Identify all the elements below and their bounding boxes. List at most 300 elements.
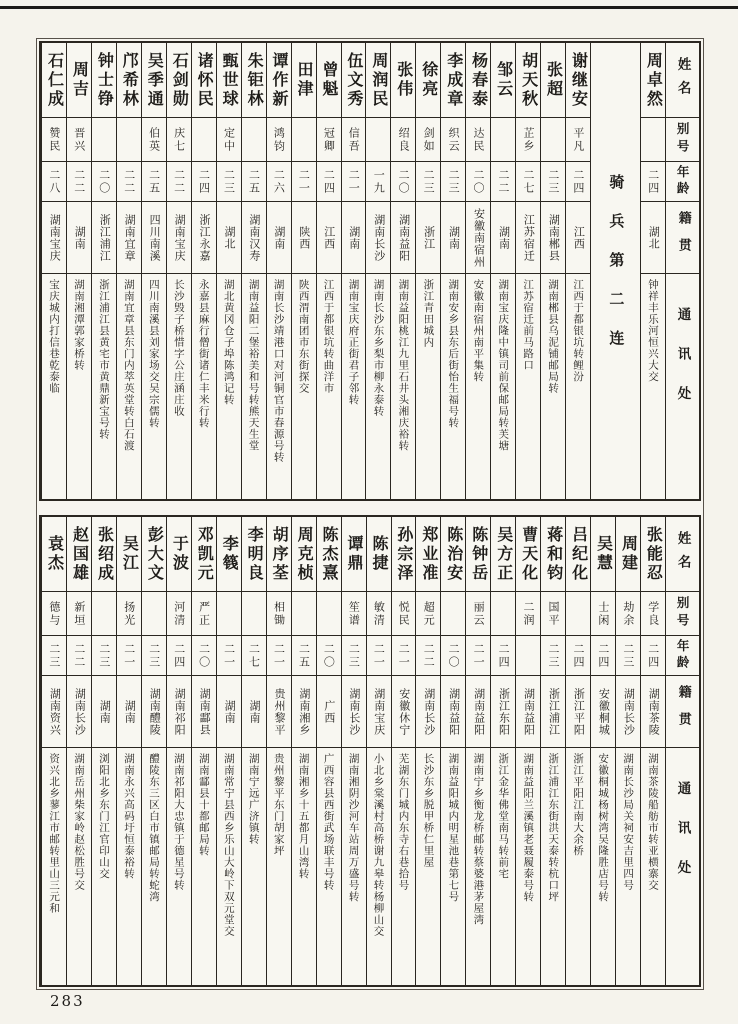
person-address-cell [242, 273, 266, 499]
person-name: 杨春泰 [469, 51, 489, 109]
person-column [266, 43, 291, 499]
person-name: 胡序荃 [270, 525, 290, 583]
person-alias-cell [541, 591, 565, 635]
person-name-cell [142, 43, 166, 117]
person-column [490, 43, 515, 499]
person-address: 资兴北乡蓼江市邮转里山三元和 [48, 753, 61, 914]
person-name: 邹云 [494, 61, 514, 99]
person-name-cell [541, 43, 565, 117]
person-native-place-cell [67, 201, 91, 273]
person-name-cell [491, 43, 515, 117]
person-alias-cell [641, 591, 665, 635]
person-name-cell [242, 517, 266, 591]
person-native-place: 浙江浦江 [547, 687, 561, 736]
person-age-cell [641, 635, 665, 675]
header-name-cell [666, 43, 699, 117]
section-divider-gap [39, 501, 701, 515]
person-age: 二三 [147, 642, 161, 669]
person-column [615, 517, 640, 985]
person-age: 二四 [571, 642, 585, 669]
person-native-place: 湖南 [223, 699, 237, 724]
person-column [565, 517, 590, 985]
person-native-place-cell [142, 675, 166, 747]
person-age: 二一 [472, 642, 486, 669]
person-age: 二三 [347, 642, 361, 669]
person-alias: 士闲 [596, 600, 610, 627]
person-age-cell [67, 635, 91, 675]
person-age-cell [192, 161, 216, 201]
person-address: 贵州黎平东门胡家坪 [272, 753, 285, 857]
person-age: 二七 [521, 168, 535, 195]
person-column [166, 517, 191, 985]
person-native-place-cell [242, 201, 266, 273]
person-age-cell [242, 161, 266, 201]
person-native-place-cell [267, 675, 291, 747]
person-alias-cell [242, 591, 266, 635]
person-address: 湖南长沙东乡梨市柳永泰转 [372, 279, 385, 417]
person-name: 陈捷 [369, 535, 389, 573]
person-age: 二四 [646, 642, 660, 669]
person-native-place-cell [641, 675, 665, 747]
person-age: 二一 [222, 642, 236, 669]
header-column [665, 43, 699, 499]
person-column [540, 517, 565, 985]
person-address: 湖南益阳二堡裕美和号转熊天生堂 [247, 279, 260, 452]
person-native-place: 湖南宝庆 [372, 687, 386, 736]
person-age: 二四 [646, 168, 660, 195]
person-native-place: 浙江 [422, 225, 436, 250]
person-native-place-cell [516, 201, 540, 273]
person-column [66, 517, 91, 985]
person-address: 江苏宿迁前马路口 [522, 279, 535, 371]
person-column [316, 517, 341, 985]
person-age-cell [42, 161, 66, 201]
person-alias-cell [292, 117, 316, 161]
person-age: 二三 [97, 642, 111, 669]
person-name-cell [142, 517, 166, 591]
person-native-place: 湖南汉寿 [247, 213, 261, 262]
person-name-cell [516, 43, 540, 117]
person-alias-cell [42, 591, 66, 635]
person-address: 永嘉县麻行僧街诸仁丰米行转 [197, 279, 210, 429]
person-name: 孙宗泽 [394, 525, 414, 583]
person-name-cell [317, 517, 341, 591]
person-name: 陈治安 [444, 525, 464, 583]
person-native-place-cell [117, 201, 141, 273]
header-age-label: 年龄 [675, 165, 691, 198]
header-alias-cell [666, 591, 699, 635]
person-alias: 庆七 [172, 126, 186, 153]
person-address: 湖南岳州柴家岭赵松胜号交 [73, 753, 86, 891]
person-address: 湖南宝庆隆中镇司前保邮局转芙塘 [497, 279, 510, 452]
person-name-cell [616, 517, 640, 591]
person-column [41, 43, 66, 499]
person-age-cell [142, 635, 166, 675]
person-native-place: 湖南祁阳 [173, 687, 187, 736]
person-age: 二四 [197, 168, 211, 195]
person-name: 周建 [619, 535, 639, 573]
person-name: 于波 [170, 535, 190, 573]
person-age: 二四 [596, 642, 610, 669]
person-age: 二四 [571, 168, 585, 195]
person-column [291, 517, 316, 985]
person-name: 诸怀民 [195, 51, 215, 109]
person-address-cell [342, 273, 366, 499]
person-native-place: 湖南 [73, 225, 87, 250]
person-name: 袁杰 [45, 535, 65, 573]
person-address: 钟祥丰乐河恒兴大交 [647, 279, 660, 383]
person-name-cell [366, 43, 390, 117]
person-name: 周克桢 [295, 525, 315, 583]
person-native-place: 湖南醴陵 [148, 687, 162, 736]
person-alias: 鸿钧 [272, 126, 286, 153]
person-address-cell [117, 747, 141, 985]
person-alias: 剑如 [422, 126, 436, 153]
person-native-place: 湖南资兴 [48, 687, 62, 736]
person-age-cell [491, 161, 515, 201]
person-address-cell [42, 273, 66, 499]
person-address: 湖南益阳兰溪镇老聂履泰号转 [522, 753, 535, 903]
header-address-cell [666, 273, 699, 499]
person-alias-cell [591, 591, 615, 635]
person-alias: 国平 [546, 600, 560, 627]
header-alias-label: 别号 [675, 596, 691, 631]
person-native-place-cell [67, 675, 91, 747]
person-age: 二三 [546, 642, 560, 669]
person-age-cell [92, 161, 116, 201]
person-column [465, 43, 490, 499]
person-name: 周润民 [369, 51, 389, 109]
person-address: 陕西渭南团市东街探交 [297, 279, 310, 394]
person-native-place: 湖南宜章 [123, 213, 137, 262]
person-name-cell [441, 517, 465, 591]
person-age-cell [167, 161, 191, 201]
person-age-cell [267, 635, 291, 675]
person-age-cell [292, 161, 316, 201]
person-native-place: 安徽休宁 [397, 687, 411, 736]
person-name: 张伟 [394, 61, 414, 99]
person-name: 钟士铮 [95, 51, 115, 109]
person-address: 安徽桐城杨树湾吴隆胜店号转 [597, 753, 610, 903]
person-address-cell [192, 273, 216, 499]
person-address-cell [441, 273, 465, 499]
person-native-place-cell [142, 201, 166, 273]
person-age: 二五 [247, 168, 261, 195]
person-alias: 二润 [522, 600, 536, 627]
person-age: 二一 [122, 642, 136, 669]
person-address: 浙江浦江县黄宅市黄鼎新宝号转 [97, 279, 110, 440]
person-address: 江西于都银坑转鲤汾 [572, 279, 585, 383]
person-native-place: 湖北 [222, 225, 236, 250]
person-native-place-cell [491, 675, 515, 747]
person-native-place-cell [466, 201, 490, 273]
person-alias: 达民 [472, 126, 486, 153]
person-native-place: 湖南长沙 [347, 687, 361, 736]
person-address: 湖南宁乡衡龙桥邮转蔡婆港茅屋湾 [472, 753, 485, 926]
person-alias-cell [92, 591, 116, 635]
person-address-cell [541, 747, 565, 985]
person-address-cell [641, 747, 665, 985]
person-native-place-cell [167, 201, 191, 273]
person-address-cell [242, 747, 266, 985]
person-address: 湖南益阳城内明星池巷第七号 [447, 753, 460, 903]
person-age-cell [217, 161, 241, 201]
person-native-place: 江苏宿迁 [522, 213, 536, 262]
person-alias-cell [441, 117, 465, 161]
person-name-cell [192, 43, 216, 117]
person-column [341, 517, 366, 985]
person-address-cell [167, 273, 191, 499]
person-native-place: 湖北 [647, 225, 661, 250]
person-native-place: 湖南酃县 [198, 687, 212, 736]
person-native-place-cell [342, 201, 366, 273]
person-column [515, 517, 540, 985]
header-native-place-cell [666, 201, 699, 273]
person-name-cell [117, 517, 141, 591]
person-age: 二三 [546, 168, 560, 195]
person-column [41, 517, 66, 985]
person-alias-cell [317, 591, 341, 635]
person-alias-cell [217, 591, 241, 635]
person-column [191, 517, 216, 985]
person-address: 长沙东乡脱甲桥仁里屋 [422, 753, 435, 868]
person-address-cell [566, 747, 590, 985]
person-name: 胡天秋 [519, 51, 539, 109]
person-alias-cell [391, 117, 415, 161]
person-native-place: 安徽南宿州 [472, 207, 486, 268]
person-age-cell [217, 635, 241, 675]
person-name-cell [516, 517, 540, 591]
person-address-cell [167, 747, 191, 985]
person-address-cell [541, 273, 565, 499]
person-age-cell [117, 161, 141, 201]
roster-table-top [39, 41, 701, 501]
person-age: 二二 [172, 168, 186, 195]
person-age-cell [392, 635, 416, 675]
header-native-place-cell [666, 675, 699, 747]
person-address: 长沙毁子桥惜字公庄涵庄收 [172, 279, 185, 417]
person-age-cell [466, 635, 490, 675]
person-name-cell [391, 43, 415, 117]
person-name-cell [392, 517, 416, 591]
person-column [266, 517, 291, 985]
person-name: 周卓然 [644, 51, 664, 109]
person-name: 吴方正 [494, 525, 514, 583]
person-address: 湖南安乡县东后街怡生福号转 [447, 279, 460, 429]
person-alias: 相锄 [272, 600, 286, 627]
person-age: 二六 [272, 168, 286, 195]
person-age-cell [342, 635, 366, 675]
person-alias-cell [42, 117, 66, 161]
person-native-place-cell [42, 201, 66, 273]
person-native-place: 湖南长沙 [622, 687, 636, 736]
person-native-place-cell [566, 201, 590, 273]
person-native-place-cell [516, 675, 540, 747]
person-native-place-cell [217, 675, 241, 747]
person-address: 湖南宜章县东门内萃英堂转白石渡 [122, 279, 135, 452]
person-alias: 织云 [447, 126, 461, 153]
person-name: 吴江 [120, 535, 140, 573]
person-column [216, 43, 241, 499]
person-native-place: 湖南益阳 [522, 687, 536, 736]
person-age: 二〇 [397, 168, 411, 195]
person-native-place-cell [292, 675, 316, 747]
person-alias: 学良 [646, 600, 660, 627]
person-age-cell [516, 161, 540, 201]
person-age: 二五 [297, 642, 311, 669]
person-age: 二〇 [197, 642, 211, 669]
header-address-label: 通讯处 [674, 781, 691, 900]
person-age-cell [416, 161, 440, 201]
person-native-place-cell [566, 675, 590, 747]
person-age-cell [466, 161, 490, 201]
person-alias: 新垣 [72, 600, 86, 627]
roster-table-bottom [39, 515, 701, 987]
person-name: 石仁成 [45, 51, 65, 109]
person-column [116, 43, 141, 499]
person-address-cell [641, 273, 665, 499]
person-name-cell [42, 517, 66, 591]
person-alias: 伯英 [147, 126, 161, 153]
person-column [291, 43, 316, 499]
person-age-cell [317, 635, 341, 675]
person-address-cell [616, 747, 640, 985]
person-age: 二四 [172, 642, 186, 669]
person-name-cell [541, 517, 565, 591]
person-name-cell [267, 517, 291, 591]
person-name: 陈钟岳 [469, 525, 489, 583]
person-address: 浙江浦江东街洪天泰转杭口坪 [547, 753, 560, 903]
person-native-place-cell [641, 201, 665, 273]
person-alias-cell [67, 591, 91, 635]
person-age-cell [416, 635, 440, 675]
person-column [366, 517, 391, 985]
person-name-cell [67, 517, 91, 591]
person-address: 湖南益阳桃江九里石井头湘庆裕转 [397, 279, 410, 452]
person-age: 二一 [397, 642, 411, 669]
person-name: 吕纪化 [569, 525, 589, 583]
person-age: 二三 [47, 642, 61, 669]
person-column [640, 43, 665, 499]
person-column [141, 517, 166, 985]
person-native-place-cell [441, 201, 465, 273]
person-address: 安徽南宿州南平集转 [472, 279, 485, 383]
person-address: 湖南宝庆府正街君子邻转 [347, 279, 360, 406]
person-native-place-cell [117, 675, 141, 747]
person-name: 李篯 [220, 535, 240, 573]
person-age-cell [92, 635, 116, 675]
person-column [365, 43, 390, 499]
person-address: 湖南宁远广济镇转 [247, 753, 260, 845]
person-column [66, 43, 91, 499]
person-name-cell [416, 517, 440, 591]
header-name-label: 姓名 [674, 530, 691, 578]
person-address: 浏阳北乡东门江官印山交 [98, 753, 111, 880]
person-address-cell [366, 273, 390, 499]
person-column [391, 517, 416, 985]
person-alias-cell [142, 591, 166, 635]
person-native-place: 湖南 [98, 699, 112, 724]
person-native-place: 湖南 [248, 699, 262, 724]
person-alias: 劫余 [621, 600, 635, 627]
person-age: 二四 [322, 168, 336, 195]
person-alias-cell [167, 591, 191, 635]
person-native-place-cell [42, 675, 66, 747]
person-column [241, 43, 266, 499]
person-age-cell [67, 161, 91, 201]
person-address: 湖南茶陵船舫市转亚横寨交 [647, 753, 660, 891]
person-name-cell [641, 43, 665, 117]
person-native-place: 江西 [322, 225, 336, 250]
person-name: 陈杰熹 [320, 525, 340, 583]
person-age-cell [242, 635, 266, 675]
person-native-place: 浙江永嘉 [198, 213, 212, 262]
person-column [440, 517, 465, 985]
person-name-cell [466, 517, 490, 591]
person-native-place: 安徽桐城 [597, 687, 611, 736]
person-name-cell [367, 517, 391, 591]
person-native-place: 湖南郴县 [547, 213, 561, 262]
person-address: 江西于都银坑转曲洋市 [322, 279, 335, 394]
person-age-cell [267, 161, 291, 201]
person-native-place-cell [416, 201, 440, 273]
person-alias-cell [192, 117, 216, 161]
person-native-place-cell [92, 201, 116, 273]
person-address: 湖南长沙局关祠安吉里四号 [622, 753, 635, 891]
person-alias: 冠卿 [322, 126, 336, 153]
person-native-place-cell [92, 675, 116, 747]
person-column [191, 43, 216, 499]
person-name-cell [441, 43, 465, 117]
person-alias: 芷乡 [521, 126, 535, 153]
person-native-place-cell [367, 675, 391, 747]
person-age-cell [292, 635, 316, 675]
person-name: 谢继安 [569, 51, 589, 109]
person-name-cell [317, 43, 341, 117]
person-age-cell [516, 635, 540, 675]
header-address-label: 通讯处 [674, 307, 691, 426]
header-age-cell [666, 161, 699, 201]
person-name-cell [491, 517, 515, 591]
person-native-place: 江西 [572, 225, 586, 250]
person-address: 宝庆城内打信巷乾泰临 [48, 279, 61, 394]
person-name-cell [416, 43, 440, 117]
page-top-rule [0, 6, 738, 9]
person-alias-cell [167, 117, 191, 161]
person-age: 二二 [72, 642, 86, 669]
person-native-place-cell [192, 201, 216, 273]
person-name-cell [67, 43, 91, 117]
person-name: 朱钜林 [245, 51, 265, 109]
person-column [440, 43, 465, 499]
person-column [590, 517, 615, 985]
person-alias: 扬光 [122, 600, 136, 627]
person-name-cell [466, 43, 490, 117]
person-alias-cell [267, 591, 291, 635]
person-address: 湖南湘潭郭家桥转 [73, 279, 85, 371]
person-address: 四川南溪县刘家场交吴宗儒转 [147, 279, 160, 429]
person-native-place: 浙江浦江 [98, 213, 112, 262]
person-address-cell [441, 747, 465, 985]
person-address-cell [217, 747, 241, 985]
person-address: 湖南酃县十都邮局转 [197, 753, 210, 857]
person-alias: 晋兴 [72, 126, 86, 153]
person-age: 二一 [297, 168, 311, 195]
header-alias-label: 别号 [675, 122, 691, 157]
person-alias: 赞民 [47, 126, 61, 153]
person-alias-cell [491, 117, 515, 161]
person-address-cell [491, 273, 515, 499]
